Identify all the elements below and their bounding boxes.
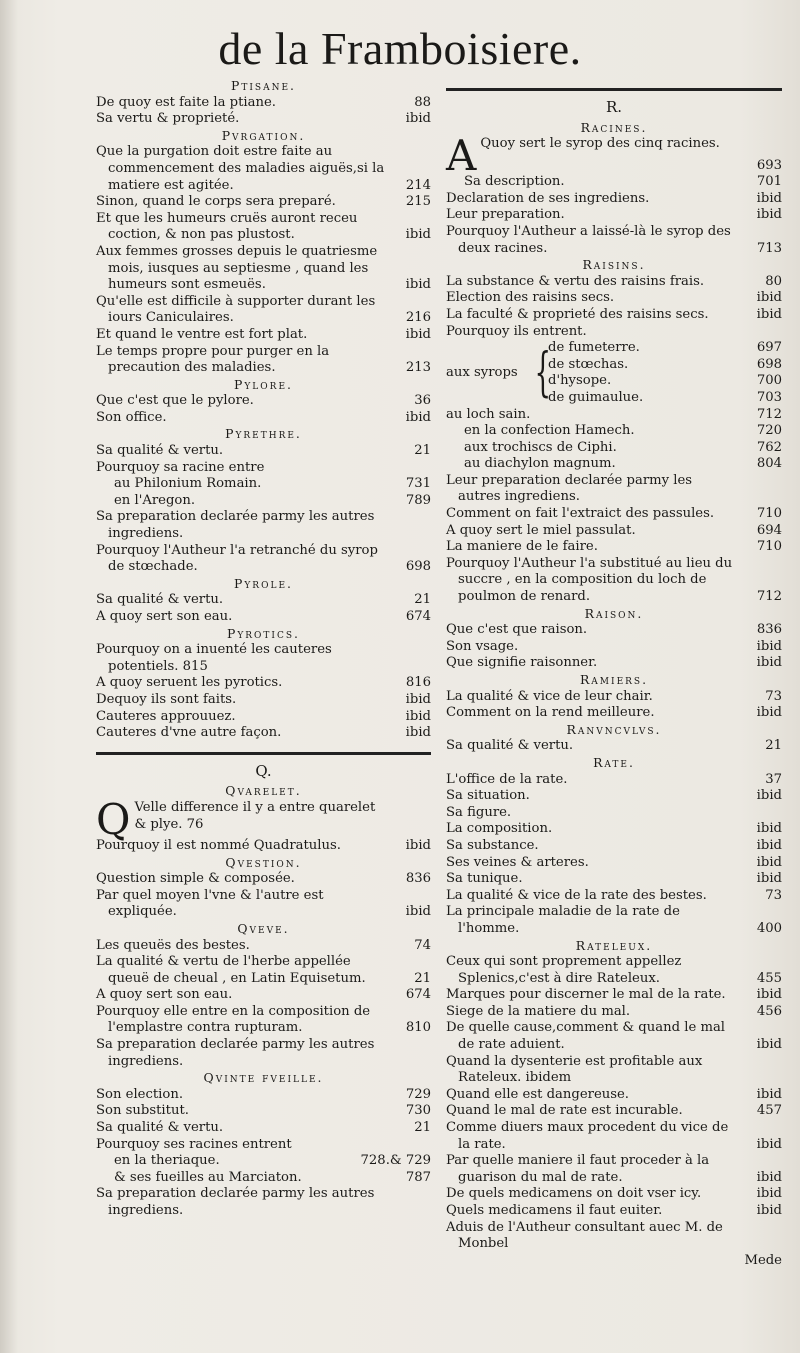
index-entry [96,1037,431,1070]
index-entry [96,509,431,542]
entry-page: 810 [405,1020,431,1036]
index-entry [446,307,782,324]
index-entry [446,838,782,855]
index-entry [96,871,431,888]
entry-text: Sa qualité & vertu. [96,1120,224,1136]
entry-text: De quels medicamens on doit vser icy. [446,1186,702,1202]
index-entry [446,523,782,540]
entry-text: Sa preparation declarée parmy les autres ingrediens. [96,1186,375,1218]
entry-text: Que c'est que le pylore. [96,393,254,409]
entry-page: 400 [756,920,782,936]
index-entry [96,344,431,377]
entry-page: 730 [405,1103,431,1119]
section-heading: Qvinte fveille. [203,1070,324,1086]
entry-text: Son substitut. [96,1103,189,1119]
index-subentry [96,1153,431,1170]
entry-text: Par quelle maniere il faut proceder à la guarison du mal de rate. [446,1153,710,1185]
entry-page: 836 [405,871,431,887]
entry-page: 21 [414,1120,431,1136]
entry-text: Pourquoy on a inuenté les cauteres potentiels. 815 [96,642,332,674]
entry-text: Son office. [96,409,167,425]
entry-text: Pourquoy ses racines entrent [96,1136,292,1152]
index-entry [446,1054,782,1087]
index-entry [96,592,431,609]
entry-page: 712 [756,406,782,422]
entry-page: 74 [414,937,431,953]
entry-text: A quoy sert son eau. [96,987,233,1003]
section-heading: Pyrethre. [225,426,302,442]
entry-text: de guimaulue. [548,389,644,405]
section-heading: Pyrole. [234,575,293,591]
index-entry [96,327,431,344]
index-entry [96,642,431,675]
entry-text: Qu'elle est difficile à supporter durant les iours Caniculaires. [96,293,376,326]
entry-text: au Philonium Romain. [114,476,262,492]
entry-text: Marques pour discerner le mal de la rate. [446,987,726,1003]
entry-text: Sa preparation declarée parmy les autres ingrediens. [96,1037,375,1069]
entry-page: 713 [756,240,782,256]
section-heading: Raison. [584,605,644,621]
entry-text: Ses veines & arteres. [446,854,589,870]
entry-page: ibid [756,1037,782,1053]
entry-text: Sa qualité & vertu. [96,443,224,459]
index-entry [548,340,782,357]
entry-text: Sa tunique. [446,871,523,887]
entry-text: A quoy sert le miel passulat. [446,522,636,538]
entry-page: 698 [405,559,431,575]
index-entry [446,871,782,888]
entry-page: ibid [756,837,782,853]
section-heading: Racines. [580,119,648,135]
entry-page: ibid [756,1186,782,1202]
entry-text: Quand elle est dangereuse. [446,1086,630,1102]
index-entry [96,194,431,211]
entry-text: Sa substance. [446,837,539,853]
entry-page: ibid [405,837,431,853]
entry-text: La maniere de le faire. [446,539,598,555]
brace-glyph: { [534,343,552,404]
entry-text: au loch sain. [446,406,531,422]
entry-page: 36 [414,393,431,409]
section-heading: Pylore. [234,376,293,392]
entry-page: ibid [405,708,431,724]
index-entry [96,1103,431,1120]
index-entry [96,725,431,742]
index-entry [446,705,782,722]
entry-text: Ceux qui sont proprement appellez Splenics,c'est à dire Rateleux. [446,954,682,986]
entry-text: Et quand le ventre est fort plat. [96,326,308,342]
section-rule [446,88,782,91]
entry-page: 457 [756,1103,782,1119]
brace-group [446,340,782,406]
entry-page: ibid [405,326,431,342]
entry-page: ibid [756,1136,782,1152]
entry-text: De quelle cause,comment & quand le mal de rate aduient. [446,1020,726,1053]
entry-text: Et que les humeurs cruës auront receu coction, & non pas plustost. [96,210,358,243]
index-entry [96,244,431,294]
entry-page: ibid [756,290,782,306]
index-entry [96,692,431,709]
entry-page: ibid [405,691,431,707]
index-subentry [446,456,782,473]
entry-text: Cauteres d'vne autre façon. [96,725,282,741]
entry-text: Quels medicamens il faut euiter. [446,1203,663,1218]
entry-page: ibid [405,725,431,741]
entry-page: 214 [405,177,431,193]
index-entry [96,111,431,128]
entry-page: 73 [765,887,782,903]
entry-text: en la theriaque. [114,1153,220,1169]
entry-text: La qualité & vice de la rate des bestes. [446,887,707,903]
index-entry [96,987,431,1004]
entry-text: d'hysope. [548,373,612,389]
entry-page: 787 [405,1169,431,1185]
entry-page: 701 [756,174,782,190]
drop-capital: A [446,131,477,181]
index-entry [446,473,782,506]
entry-text: de stœchas. [548,356,629,372]
entry-page: 216 [405,310,431,326]
entry-text: Son vsage. [446,638,519,654]
brace-items [548,340,782,406]
entry-page: 728.& 729 [360,1153,431,1169]
entry-text: Comment on fait l'extraict des passules. [446,506,715,522]
entry-text: en l'Aregon. [114,492,196,508]
entry-text: Son election. [96,1086,184,1102]
entry-text: La faculté & proprieté des raisins secs. [446,306,709,322]
index-entry [96,954,431,987]
entry-text: De quoy est faite la ptiane. [96,94,276,110]
index-entry [96,144,431,194]
entry-text: Sa figure. [446,804,512,820]
index-entry [446,1020,782,1053]
entry-text: Pourquoy l'Autheur l'a retranché du syrop de stœchade. [96,542,378,575]
entry-text: Sinon, quand le corps sera preparé. [96,194,336,210]
index-entry [446,1103,782,1120]
entry-text: Pourquoy elle entre en la composition de l'emplastre contra rupturam. [96,1003,371,1036]
index-entry [446,1120,782,1153]
index-entry [446,1220,782,1253]
entry-page: ibid [756,1169,782,1185]
entry-page: ibid [756,638,782,654]
entry-text: en la confection Hamech. [464,423,635,439]
section-heading: Pyrotics. [227,625,300,641]
entry-text: Par quel moyen l'vne & l'autre est expliquée. [96,887,324,920]
entry-text: Question simple & composée. [96,871,295,887]
index-entry [548,373,782,390]
entry-text: au diachylon magnum. [464,456,616,472]
index-entry [446,1153,782,1186]
index-entry [446,738,782,755]
entry-page: ibid [405,227,431,243]
left-column [96,78,431,1220]
entry-page: 816 [405,675,431,691]
entry-text: Quand le mal de rate est incurable. [446,1103,683,1119]
entry-text: L'office de la rate. [446,771,568,787]
index-entry [96,460,431,477]
entry-page: 762 [756,439,782,455]
entry-page: 731 [405,476,431,492]
entry-text: Aduis de l'Autheur consultant auec M. de Monbel [446,1219,723,1252]
index-entry [96,838,431,855]
entry-page: ibid [756,987,782,1003]
entry-text: Quand la dysenterie est profitable aux Rateleux. ibidem [446,1053,703,1086]
index-entry [446,1087,782,1104]
entry-page: 693 [756,157,782,173]
index-entry [446,556,782,606]
entry-page: 21 [414,970,431,986]
section-heading: Pvrgation. [221,127,306,143]
index-entry [96,1186,431,1219]
entry-text: Sa qualité & vertu. [446,738,574,754]
entry-text: Velle difference il y a entre quarelet & plye. 76 [134,799,376,832]
entry-page: 37 [765,771,782,787]
index-entry [446,224,782,257]
entry-page: 456 [756,1003,782,1019]
index-entry [96,675,431,692]
entry-page: 804 [756,456,782,472]
entry-page: ibid [756,788,782,804]
entry-text: Sa vertu & proprieté. [96,111,240,127]
entry-text: La substance & vertu des raisins frais. [446,273,705,289]
entry-text: Que c'est que raison. [446,622,588,638]
index-entry [548,390,782,407]
entry-page: 720 [756,423,782,439]
entry-text: La principale maladie de la rate de l'homme. [446,904,680,936]
entry-text: Que signifie raisonner. [446,655,598,671]
index-entry [96,888,431,921]
entry-page: 21 [414,443,431,459]
index-subentry [96,1170,431,1187]
entry-page: ibid [756,1203,782,1218]
section-heading: Rate. [593,754,635,770]
index-entry [446,131,782,181]
index-entry [446,788,782,805]
entry-page: ibid [405,409,431,425]
entry-page: ibid [756,821,782,837]
catchword: Mede [744,1252,782,1268]
entry-text: Comment on la rend meilleure. [446,705,655,721]
index-entry [96,410,431,427]
index-entry [96,443,431,460]
entry-page: ibid [756,207,782,223]
index-entry [96,709,431,726]
letter-heading: Q. [255,761,272,780]
index-entry [446,290,782,307]
section-heading: Qvestion. [225,854,302,870]
index-subentry [96,493,431,510]
entry-page: 703 [756,389,782,405]
entry-text: Pourquoy sa racine entre [96,459,265,475]
section-heading: Qvarelet. [225,783,302,799]
entry-text: Sa qualité & vertu. [96,592,224,608]
index-entry [446,1004,782,1021]
letter-heading: R. [605,98,623,116]
entry-text: Election des raisins secs. [446,290,615,306]
entry-page: 836 [756,622,782,638]
entry-text: Sa description. [464,174,565,190]
index-entry [446,888,782,905]
index-entry [446,1186,782,1203]
index-entry [446,821,782,838]
entry-page: ibid [756,705,782,721]
index-entry [96,1004,431,1037]
entry-page: 697 [756,340,782,356]
index-entry [96,211,431,244]
index-entry [446,622,782,639]
index-subentry [446,174,782,191]
index-entry [446,324,782,341]
section-heading: Qveve. [237,920,290,936]
entry-text: Quoy sert le syrop des cinq racines. [480,136,720,152]
entry-text: Leur preparation declarée parmy les autres ingrediens. [446,472,693,505]
entry-page: 80 [765,273,782,289]
section-heading: Rateleux. [575,937,653,953]
index-entry [446,639,782,656]
index-entry [446,1203,782,1220]
entry-page: 213 [405,360,431,376]
entry-page: ibid [756,854,782,870]
index-entry [548,357,782,374]
entry-page: 21 [414,592,431,608]
index-entry [96,794,431,844]
index-entry [446,506,782,523]
index-subentry [446,440,782,457]
entry-page: 694 [756,522,782,538]
entry-text: Les queuës des bestes. [96,937,250,953]
entry-text: Sa preparation declarée parmy les autres ingrediens. [96,509,375,542]
index-entry [96,1137,431,1154]
entry-text: Pourquoy ils entrent. [446,323,587,339]
entry-text: Declaration de ses ingrediens. [446,190,650,206]
entry-page: 710 [756,506,782,522]
right-column [446,78,782,1269]
index-entry [446,689,782,706]
entry-page: 700 [756,373,782,389]
entry-page: 789 [405,492,431,508]
index-entry [96,95,431,112]
entry-text: Leur preparation. [446,207,565,223]
index-entry [446,987,782,1004]
index-entry [446,805,782,822]
entry-page: ibid [405,277,431,293]
index-entry [96,1120,431,1137]
entry-text: Pourquoy l'Autheur l'a substitué au lieu du succre , en la composition du loch de poulmon de renard. [446,555,733,605]
entry-text: Siege de la matiere du mal. [446,1003,631,1019]
entry-page: ibid [405,111,431,127]
index-entry [96,938,431,955]
entry-page: ibid [756,871,782,887]
index-entry [96,1087,431,1104]
entry-text: La qualité & vice de leur chair. [446,688,653,704]
section-rule [96,752,431,755]
entry-text: La composition. [446,821,553,837]
index-subentry [96,476,431,493]
entry-page: 712 [756,589,782,605]
entry-page: 674 [405,609,431,624]
entry-page: 729 [405,1086,431,1102]
entry-text: Aux femmes grosses depuis le quatriesme mois, iusques au septiesme , quand les humeurs sont esmeuës. [96,243,378,293]
index-entry [446,191,782,208]
entry-page: ibid [756,1086,782,1102]
entry-text: Comme diuers maux procedent du vice de la rate. [446,1120,729,1152]
entry-text: La qualité & vertu de l'herbe appellée queuë de cheual , en Latin Equisetum. [96,954,366,986]
index-entry [96,393,431,410]
index-entry [446,207,782,224]
index-entry [96,294,431,327]
entry-page: ibid [405,904,431,920]
entry-text: de fumeterre. [548,340,640,356]
section-heading: Ptisane. [231,78,296,93]
entry-page: 215 [405,194,431,210]
page-header: de la Framboisiere. [218,23,582,74]
index-entry [446,954,782,987]
entry-page: 710 [756,539,782,555]
index-entry [446,772,782,789]
entry-text: A quoy sert son eau. [96,609,233,624]
entry-text: aux trochiscs de Ciphi. [464,439,617,455]
index-entry [96,609,431,626]
entry-text: Que la purgation doit estre faite au commencement des maladies aiguës,si la matiere est agitée. [96,144,385,193]
section-heading: Raisins. [582,257,646,273]
index-entry [446,904,782,937]
brace-label: aux syrops [446,365,518,381]
index-entry [446,274,782,291]
entry-page: 674 [405,987,431,1003]
entry-text: Pourquoy il est nommé Quadratulus. [96,837,341,853]
entry-page: 73 [765,688,782,704]
drop-capital: Q [96,794,131,844]
index-entry [446,539,782,556]
entry-page: 88 [414,94,431,110]
entry-text: Pourquoy l'Autheur a laissé-là le syrop des deux racines. [446,223,731,256]
index-entry [446,655,782,672]
index-entry [446,407,782,424]
entry-text: Sa situation. [446,788,530,804]
entry-page: 698 [756,356,782,372]
entry-text: & ses fueilles au Marciaton. [114,1169,302,1185]
entry-text: A quoy seruent les pyrotics. [96,675,283,691]
index-subentry [446,423,782,440]
entry-page: ibid [756,190,782,206]
index-entry [96,543,431,576]
entry-page: ibid [756,655,782,671]
entry-page: ibid [756,306,782,322]
entry-page: 21 [765,738,782,754]
section-heading: Ranvncvlvs. [566,721,662,737]
entry-text: Le temps propre pour purger en la precaution des maladies. [96,343,330,376]
section-heading: Ramiers. [579,672,649,687]
entry-page: 455 [756,970,782,986]
entry-text: Cauteres approuuez. [96,708,236,724]
index-entry [446,855,782,872]
entry-text: Dequoy ils sont faits. [96,691,237,707]
